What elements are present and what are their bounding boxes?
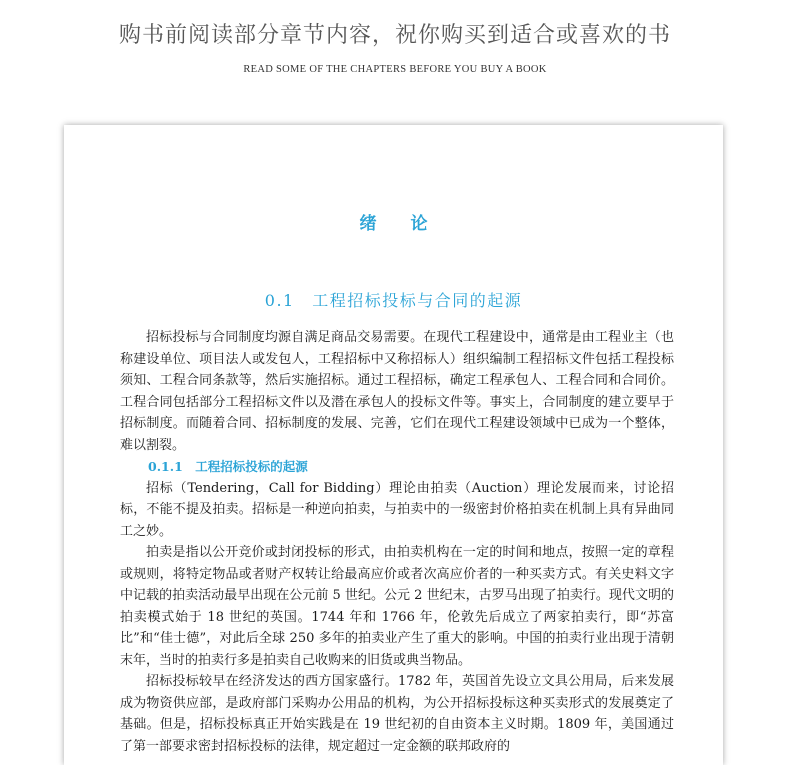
page-body <box>120 327 674 757</box>
banner-subtitle: READ SOME OF THE CHAPTERS BEFORE YOU BUY A BOOK <box>243 64 547 75</box>
paragraph: 拍卖是指以公开竞价或封闭投标的形式，由拍卖机构在一定的时间和地点，按照一定的章程或规则，将特定物品或者财产权转让给最高应价或者次高应价者的一种买卖方式。有关史料文字中记载的拍卖活动最早出现在公元前 5 世纪。公元 2 世纪末，古罗马出现了拍卖行。现代文明的拍卖模式始于 18 世纪的英国。1744 年和 1766 年，伦敦先后成立了两家拍卖行，即“苏富比”和“佳士德”，对此后全球 250 多年的拍卖业产生了重大的影响。中国的拍卖行业出现于清朝末年，当时的拍卖行多是拍卖自己收购来的旧货或典当物品。 <box>120 545 674 668</box>
section-title: 0.1 工程招标投标与合同的起源 <box>264 291 523 310</box>
chapter-title: 绪 论 <box>359 214 442 234</box>
book-page <box>64 125 723 765</box>
paragraph: 招标投标与合同制度均源自满足商品交易需要。在现代工程建设中，通常是由工程业主（也称建设单位、项目法人或发包人，工程招标中又称招标人）组织编制工程招标文件包括工程投标须知、工程合同条款等，然后实施招标。通过工程招标，确定工程承包人、工程合同和合同价。工程合同包括部分工程招标文件以及潜在承包人的投标文件等。事实上，合同制度的建立要早于招标制度。而随着合同、招标制度的发展、完善，它们在现代工程建设领域中已成为一个整体，难以割裂。 <box>120 330 674 453</box>
subsection-title: 0.1.1 工程招标投标的起源 <box>148 459 308 474</box>
paragraph: 招标（Tendering，Call for Bidding）理论由拍卖（Auction）理论发展而来，讨论招标，不能不提及拍卖。招标是一种逆向拍卖，与拍卖中的一级密封价格拍卖在机制上具有异曲同工之妙。 <box>120 480 674 539</box>
banner-title: 购书前阅读部分章节内容，祝你购买到适合或喜欢的书 <box>118 23 671 48</box>
paragraph: 招标投标较早在经济发达的西方国家盛行。1782 年，英国首先设立文具公用局，后来发展成为物资供应部，是政府部门采购办公用品的机构，为公开招标投标这种买卖形式的发展奠定了基础。但是，招标投标真正开始实践是在 19 世纪初的自由资本主义时期。1809 年，美国通过了第一部要求密封招标投标的法律，规定超过一定金额的联邦政府的 <box>120 674 674 754</box>
